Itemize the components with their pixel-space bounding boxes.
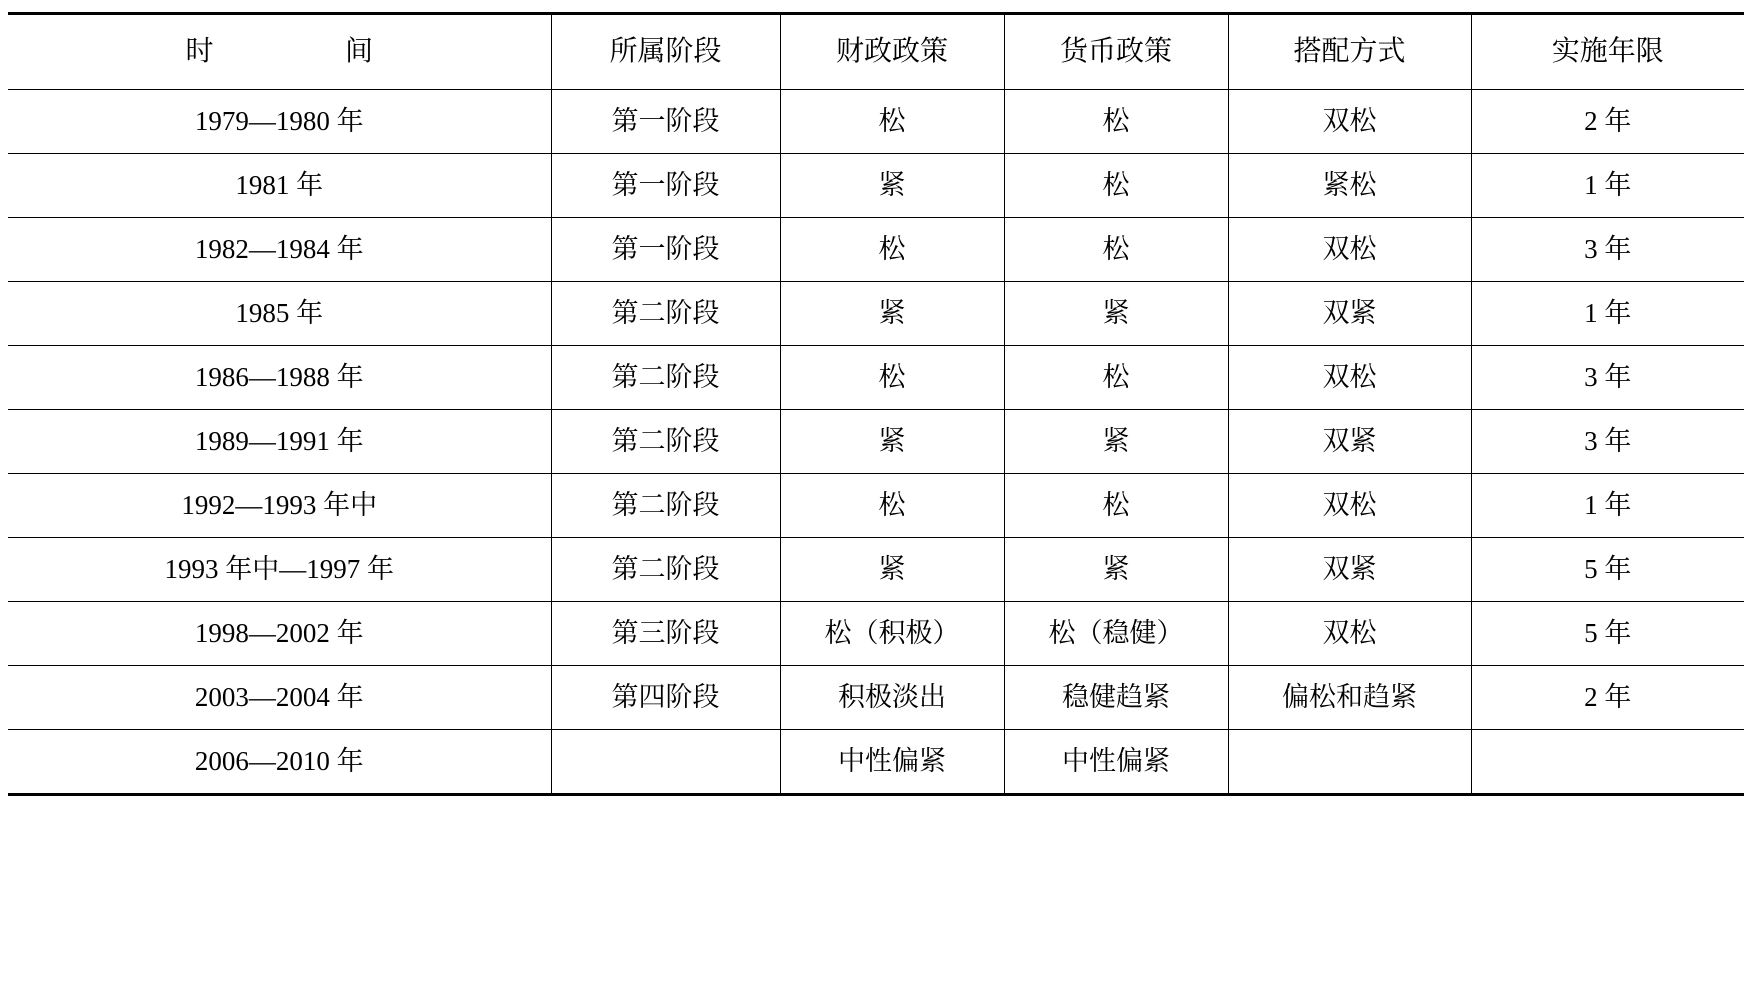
cell-stage: 第一阶段 <box>551 154 780 218</box>
cell-duration: 2 年 <box>1471 90 1744 154</box>
cell-stage: 第二阶段 <box>551 538 780 602</box>
column-header-duration: 实施年限 <box>1471 14 1744 90</box>
cell-duration: 3 年 <box>1471 410 1744 474</box>
cell-stage <box>551 730 780 795</box>
cell-time: 1992—1993 年中 <box>8 474 551 538</box>
table-body <box>8 90 1744 795</box>
cell-time: 1981 年 <box>8 154 551 218</box>
cell-monetary-policy: 松 <box>1004 474 1228 538</box>
cell-policy-mix: 偏松和趋紧 <box>1228 666 1471 730</box>
cell-policy-mix: 紧松 <box>1228 154 1471 218</box>
cell-monetary-policy: 紧 <box>1004 282 1228 346</box>
cell-fiscal-policy: 紧 <box>780 154 1004 218</box>
cell-time: 1989—1991 年 <box>8 410 551 474</box>
cell-time: 2003—2004 年 <box>8 666 551 730</box>
cell-fiscal-policy: 积极淡出 <box>780 666 1004 730</box>
cell-stage: 第一阶段 <box>551 90 780 154</box>
table-header <box>8 14 1744 90</box>
cell-monetary-policy: 松 <box>1004 154 1228 218</box>
cell-fiscal-policy: 松（积极） <box>780 602 1004 666</box>
policy-mix-table <box>8 12 1744 796</box>
cell-fiscal-policy: 松 <box>780 346 1004 410</box>
cell-time: 2006—2010 年 <box>8 730 551 795</box>
column-header-policy-mix: 搭配方式 <box>1228 14 1471 90</box>
table-row <box>8 474 1744 538</box>
table-row <box>8 602 1744 666</box>
cell-policy-mix: 双紧 <box>1228 410 1471 474</box>
cell-duration: 1 年 <box>1471 282 1744 346</box>
cell-policy-mix: 双松 <box>1228 346 1471 410</box>
cell-duration: 2 年 <box>1471 666 1744 730</box>
cell-duration: 3 年 <box>1471 218 1744 282</box>
cell-monetary-policy: 紧 <box>1004 410 1228 474</box>
cell-fiscal-policy: 紧 <box>780 538 1004 602</box>
cell-policy-mix: 双紧 <box>1228 282 1471 346</box>
cell-monetary-policy: 松 <box>1004 90 1228 154</box>
cell-policy-mix: 双松 <box>1228 602 1471 666</box>
cell-duration: 3 年 <box>1471 346 1744 410</box>
cell-stage: 第二阶段 <box>551 410 780 474</box>
cell-fiscal-policy: 松 <box>780 218 1004 282</box>
cell-duration <box>1471 730 1744 795</box>
table-row <box>8 154 1744 218</box>
column-header-stage: 所属阶段 <box>551 14 780 90</box>
cell-time: 1985 年 <box>8 282 551 346</box>
cell-time: 1998—2002 年 <box>8 602 551 666</box>
cell-monetary-policy: 中性偏紧 <box>1004 730 1228 795</box>
cell-policy-mix: 双松 <box>1228 218 1471 282</box>
cell-fiscal-policy: 紧 <box>780 410 1004 474</box>
header-row <box>8 14 1744 90</box>
cell-fiscal-policy: 紧 <box>780 282 1004 346</box>
cell-time: 1979—1980 年 <box>8 90 551 154</box>
cell-stage: 第二阶段 <box>551 282 780 346</box>
table-row <box>8 90 1744 154</box>
cell-policy-mix: 双松 <box>1228 474 1471 538</box>
cell-fiscal-policy: 松 <box>780 474 1004 538</box>
cell-monetary-policy: 稳健趋紧 <box>1004 666 1228 730</box>
cell-monetary-policy: 松（稳健） <box>1004 602 1228 666</box>
table-row <box>8 282 1744 346</box>
table-row <box>8 730 1744 795</box>
cell-duration: 5 年 <box>1471 538 1744 602</box>
cell-duration: 1 年 <box>1471 154 1744 218</box>
cell-stage: 第二阶段 <box>551 474 780 538</box>
cell-stage: 第四阶段 <box>551 666 780 730</box>
table-container <box>8 12 1744 796</box>
cell-policy-mix: 双松 <box>1228 90 1471 154</box>
column-header-fiscal-policy: 财政政策 <box>780 14 1004 90</box>
cell-monetary-policy: 松 <box>1004 218 1228 282</box>
table-row <box>8 410 1744 474</box>
cell-duration: 5 年 <box>1471 602 1744 666</box>
table-row <box>8 346 1744 410</box>
cell-policy-mix <box>1228 730 1471 795</box>
cell-duration: 1 年 <box>1471 474 1744 538</box>
cell-stage: 第二阶段 <box>551 346 780 410</box>
cell-monetary-policy: 紧 <box>1004 538 1228 602</box>
cell-time: 1986—1988 年 <box>8 346 551 410</box>
cell-policy-mix: 双紧 <box>1228 538 1471 602</box>
table-row <box>8 218 1744 282</box>
cell-fiscal-policy: 松 <box>780 90 1004 154</box>
column-header-time: 时 间 <box>8 14 551 90</box>
cell-monetary-policy: 松 <box>1004 346 1228 410</box>
cell-time: 1982—1984 年 <box>8 218 551 282</box>
column-header-monetary-policy: 货币政策 <box>1004 14 1228 90</box>
table-row <box>8 538 1744 602</box>
cell-fiscal-policy: 中性偏紧 <box>780 730 1004 795</box>
table-row <box>8 666 1744 730</box>
cell-stage: 第一阶段 <box>551 218 780 282</box>
cell-stage: 第三阶段 <box>551 602 780 666</box>
cell-time: 1993 年中—1997 年 <box>8 538 551 602</box>
